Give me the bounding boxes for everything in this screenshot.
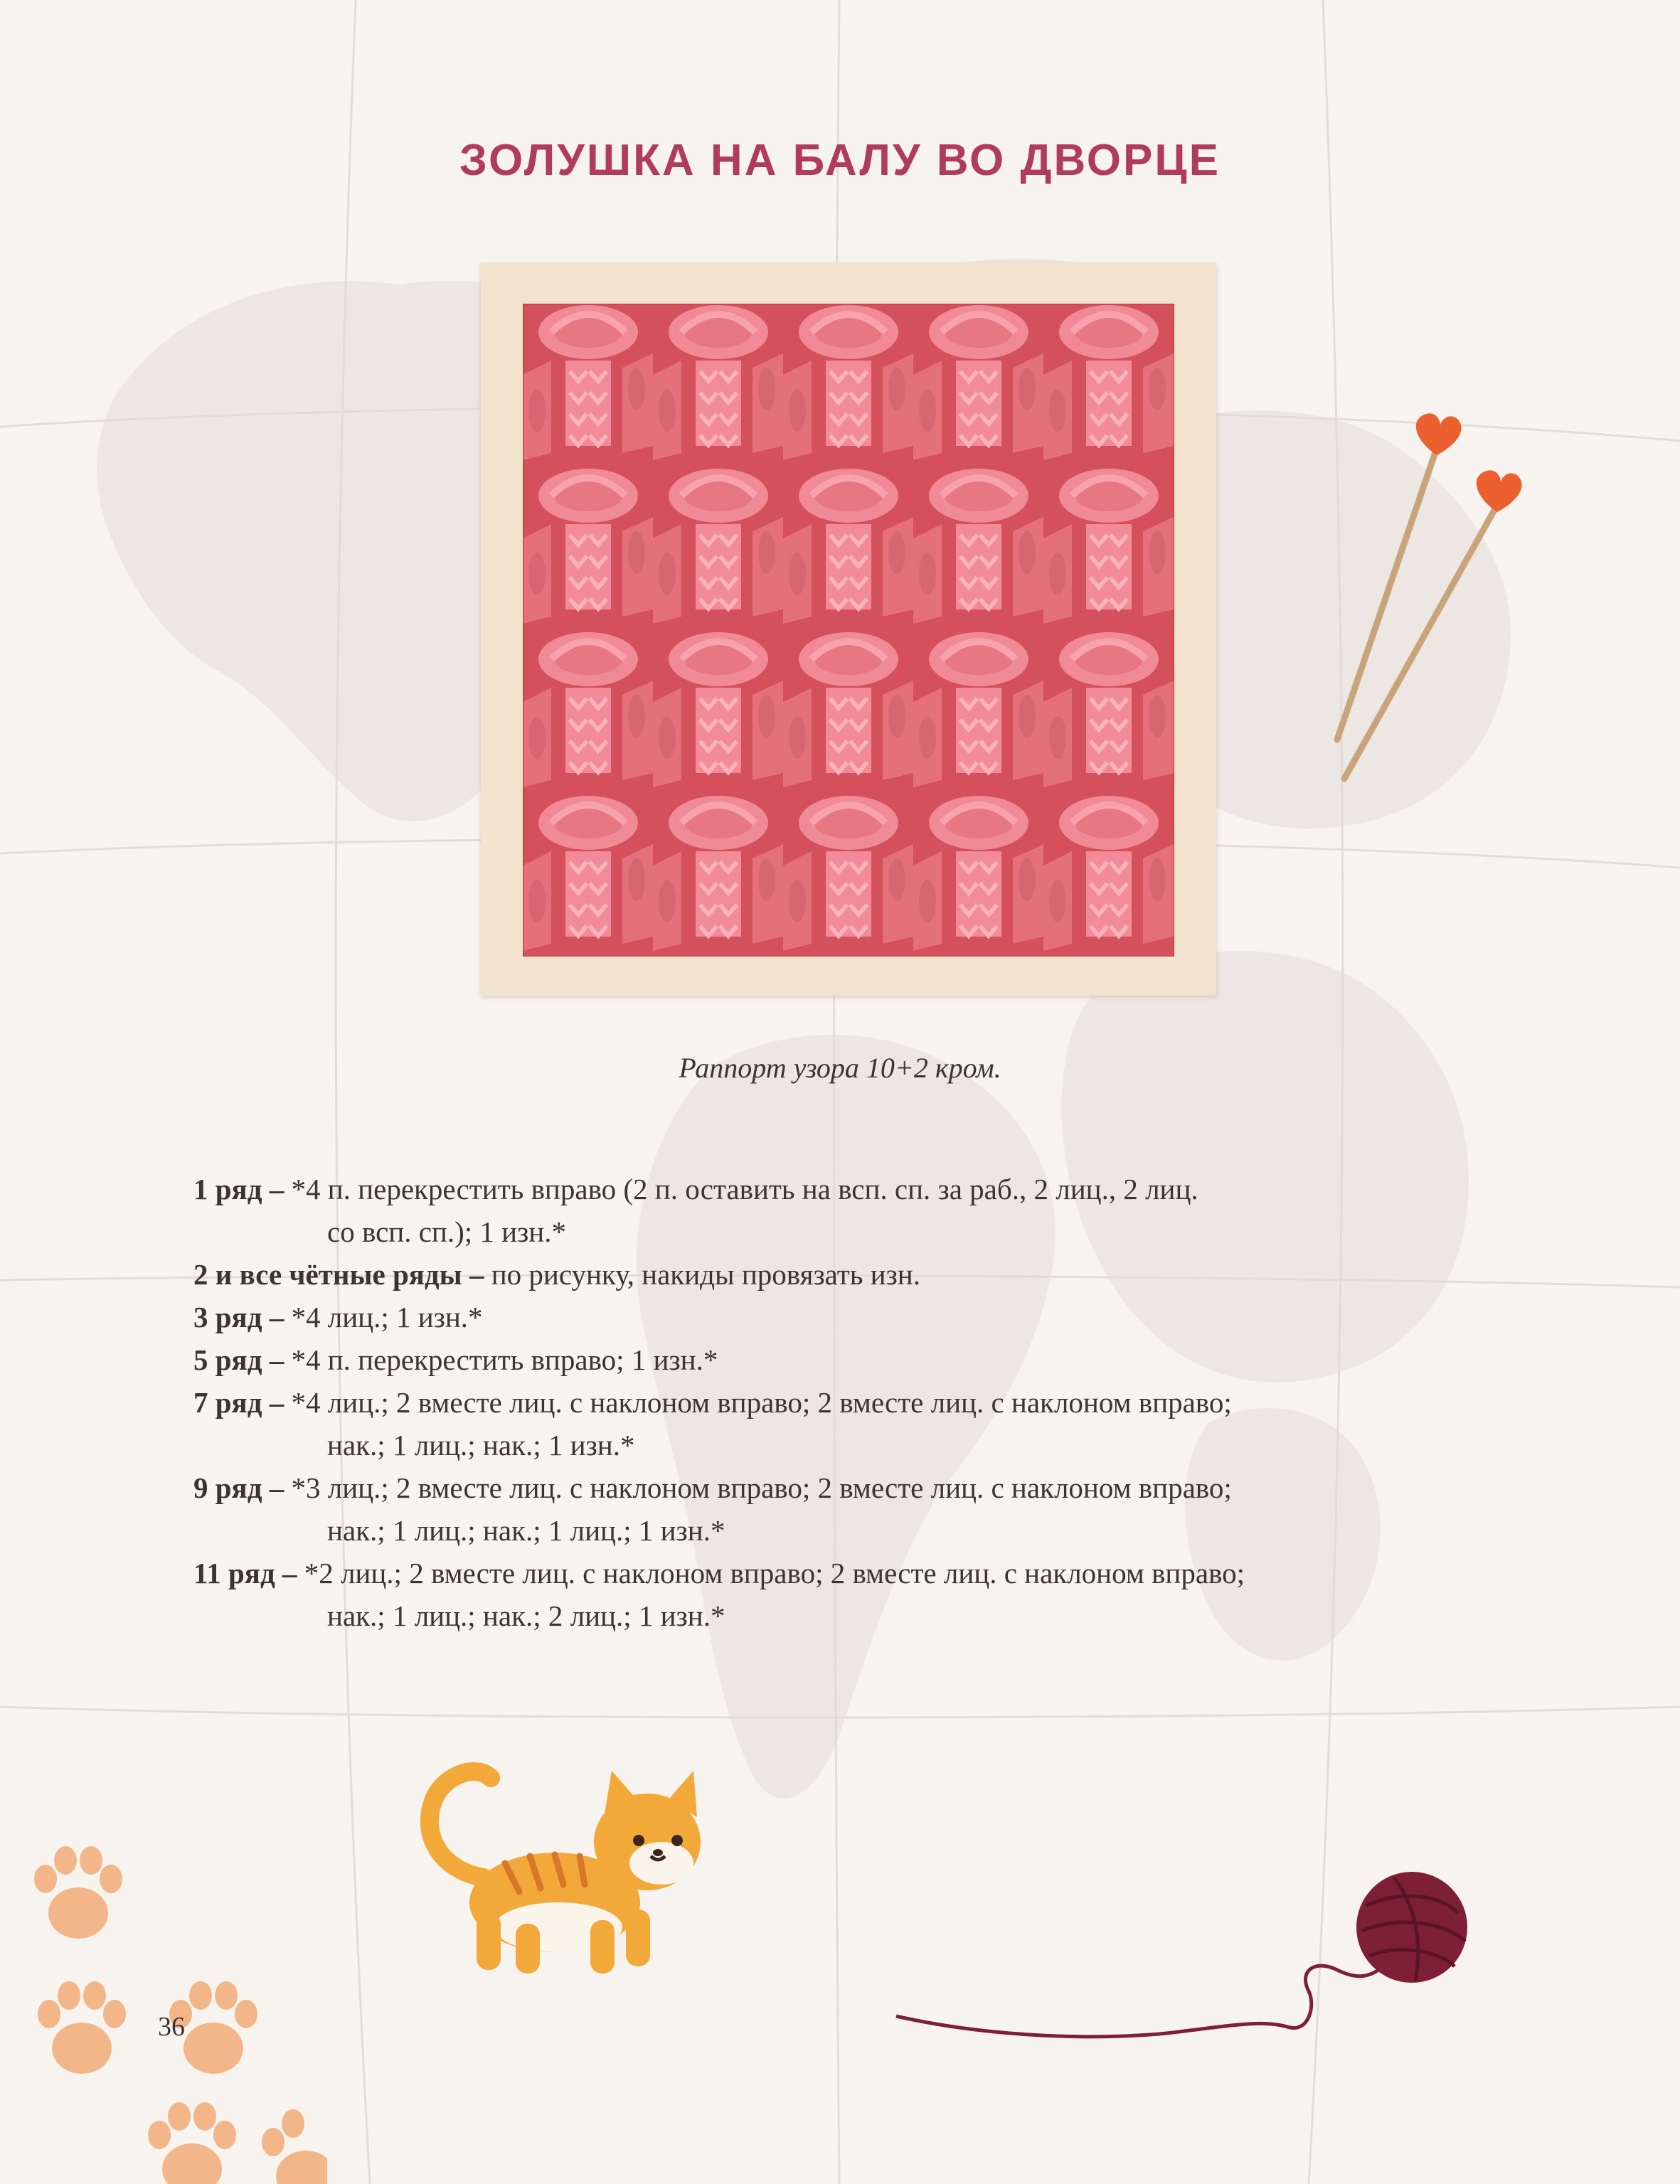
row-text: *4 п. перекрестить вправо; 1 изн.* [291,1343,718,1376]
row-label: 2 и все чётные ряды – [193,1258,484,1291]
row-text-continuation: нак.; 1 лиц.; нак.; 2 лиц.; 1 изн.* [327,1599,725,1632]
instruction-row-7 [193,1381,1488,1424]
knitting-needles-icon [1323,405,1529,789]
row-text-continuation: нак.; 1 лиц.; нак.; 1 изн.* [327,1429,635,1461]
knitted-swatch-photo [523,304,1174,957]
row-text: *3 лиц.; 2 вместе лиц. с наклоном вправо; 2 вместе лиц. с наклоном вправо; [291,1471,1232,1504]
row-label: 7 ряд – [193,1386,285,1419]
instruction-row-11 [193,1552,1488,1594]
cat-illustration [398,1749,725,1977]
row-text: *4 лиц.; 2 вместе лиц. с наклоном вправо; 2 вместе лиц. с наклоном вправо; [291,1386,1232,1419]
row-label: 11 ряд – [193,1557,297,1589]
row-label: 1 ряд – [193,1173,285,1205]
row-label: 5 ряд – [193,1343,285,1376]
instruction-row-2 [193,1253,1488,1296]
instruction-row-5 [193,1338,1488,1381]
row-label: 3 ряд – [193,1301,285,1333]
row-label: 9 ряд – [193,1471,285,1504]
instruction-row-3 [193,1296,1488,1338]
row-text-continuation: со всп. сп.); 1 изн.* [327,1215,566,1248]
knitted-swatch-illustration [523,304,1174,957]
page-title: ЗОЛУШКА НА БАЛУ ВО ДВОРЦЕ [459,136,1221,185]
yarn-ball-icon [889,1863,1472,2062]
instruction-row-1 [193,1168,1488,1210]
page-number: 36 [158,2012,185,2042]
swatch-photo-frame [481,263,1216,996]
paw-print-icon [14,1806,327,2184]
row-text: *4 п. перекрестить вправо (2 п. оставить на всп. сп. за раб., 2 лиц., 2 лиц. [291,1173,1198,1205]
row-text: *2 лиц.; 2 вместе лиц. с наклоном вправо; 2 вместе лиц. с наклоном вправо; [304,1557,1245,1589]
row-text-continuation: нак.; 1 лиц.; нак.; 1 лиц.; 1 изн.* [327,1514,725,1547]
instruction-row-9 [193,1466,1488,1509]
knitting-instructions [193,1168,1488,1637]
pattern-caption: Раппорт узора 10+2 кром. [679,1052,1001,1084]
row-text: по рисунку, накиды провязать изн. [491,1258,920,1291]
row-text: *4 лиц.; 1 изн.* [291,1301,483,1333]
